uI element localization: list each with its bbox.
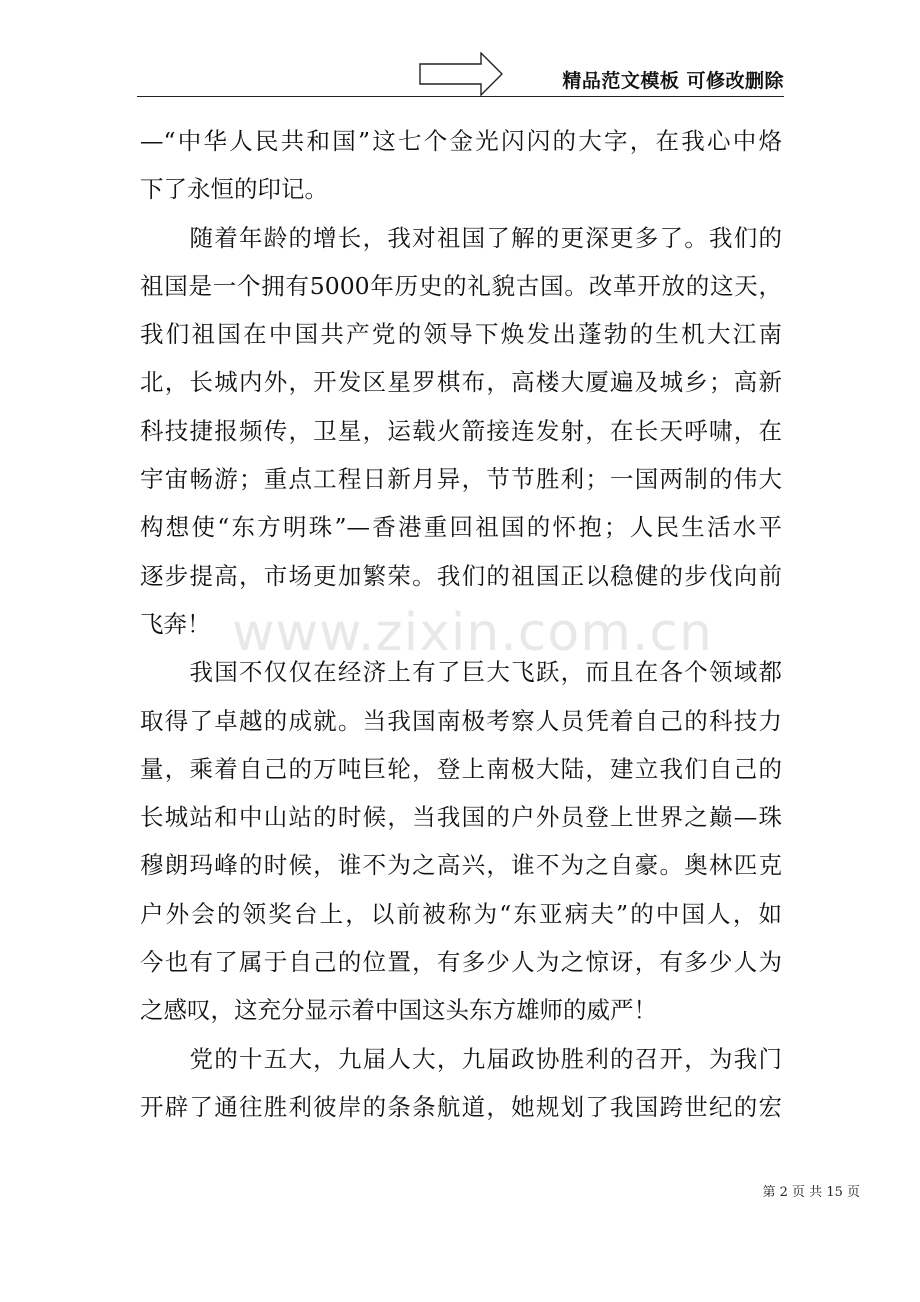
text-line: 取得了卓越的成就。当我国南极考察人员凭着自己的科技力 bbox=[140, 706, 782, 735]
text-line: 宇宙畅游；重点工程日新月异，节节胜利；一国两制的伟大 bbox=[140, 465, 782, 494]
watermark: www.zixin.com.cn bbox=[232, 603, 713, 663]
text-line: 长城站和中山站的时候，当我国的户外员登上世界之巅—珠 bbox=[140, 803, 782, 832]
text-line: 飞奔！ bbox=[140, 609, 211, 638]
text-line: 今也有了属于自己的位置，有多少人为之惊讶，有多少人为 bbox=[140, 948, 782, 977]
page-header bbox=[137, 52, 784, 98]
text-line: 开辟了通往胜利彼岸的条条航道，她规划了我国跨世纪的宏 bbox=[140, 1092, 782, 1121]
header-title: 精品范文模板 可修改删除 bbox=[562, 70, 784, 92]
header-divider bbox=[137, 96, 784, 97]
article-body bbox=[140, 117, 782, 1131]
text-line: 我们祖国在中国共产党的领导下焕发出蓬勃的生机大江南 bbox=[140, 320, 782, 349]
text-line: 祖国是一个拥有5000年历史的礼貌古国。改革开放的这天， bbox=[140, 271, 782, 300]
text-line: 我国不仅仅在经济上有了巨大飞跃，而且在各个领域都 bbox=[140, 658, 782, 687]
right-arrow-outline-icon bbox=[419, 52, 503, 96]
text-line: 下了永恒的印记。 bbox=[140, 175, 328, 204]
text-line: 户外会的领奖台上，以前被称为“东亚病夫”的中国人，如 bbox=[140, 899, 782, 928]
text-line: 随着年龄的增长，我对祖国了解的更深更多了。我们的 bbox=[140, 223, 782, 252]
text-line: 穆朗玛峰的时候，谁不为之高兴，谁不为之自豪。奥林匹克 bbox=[140, 851, 782, 880]
text-line: 之感叹，这充分显示着中国这头东方雄师的威严！ bbox=[140, 996, 657, 1025]
text-line: 量，乘着自己的万吨巨轮，登上南极大陆，建立我们自己的 bbox=[140, 754, 782, 783]
text-line: 科技捷报频传，卫星，运载火箭接连发射，在长天呼啸，在 bbox=[140, 416, 782, 445]
text-line: —“中华人民共和国”这七个金光闪闪的大字，在我心中烙 bbox=[140, 127, 782, 155]
text-line: 逐步提高，市场更加繁荣。我们的祖国正以稳健的步伐向前 bbox=[140, 561, 782, 590]
text-line: 构想使“东方明珠”—香港重回祖国的怀抱；人民生活水平 bbox=[140, 513, 782, 542]
text-line: 党的十五大，九届人大，九届政协胜利的召开，为我门 bbox=[140, 1044, 782, 1073]
page-number: 第 2 页 共 15 页 bbox=[762, 1185, 860, 1200]
text-line: 北，长城内外，开发区星罗棋布，高楼大厦遍及城乡；高新 bbox=[140, 368, 782, 397]
